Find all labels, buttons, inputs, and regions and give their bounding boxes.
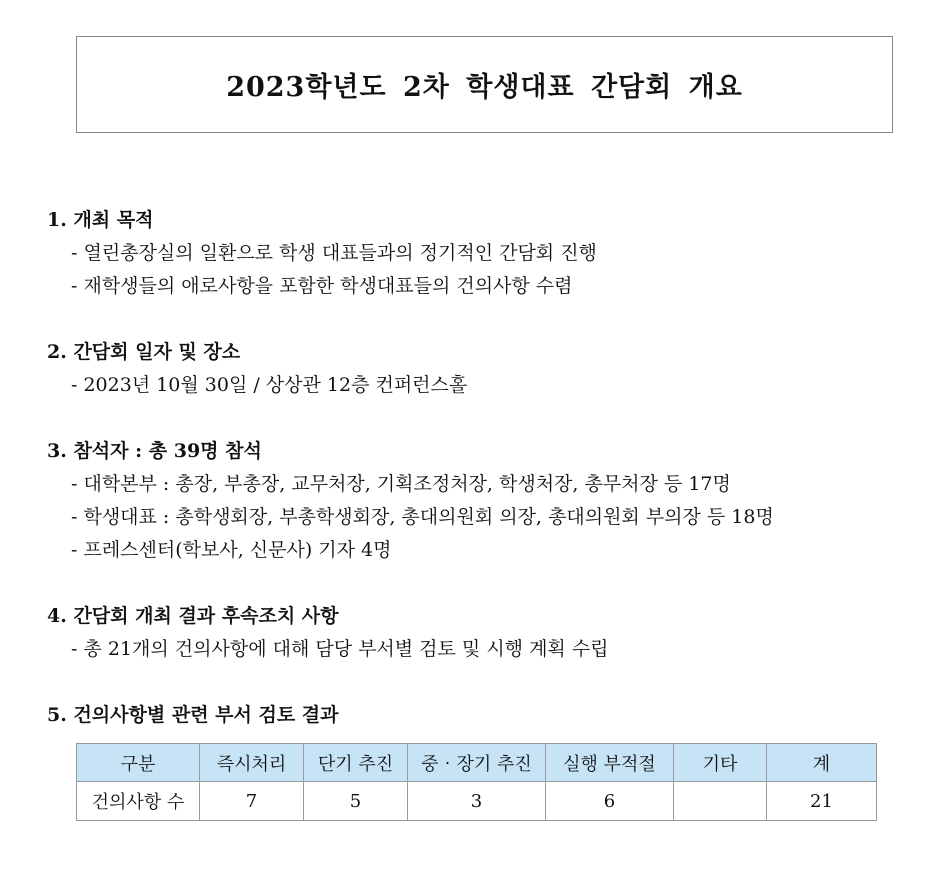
section-review-results [47,699,339,732]
table-cell: 5 [304,782,408,821]
table-header-cell: 계 [767,744,877,782]
table-header-cell: 중‧장기 추진 [408,744,546,782]
section-item: - 학생대표 : 총학생회장, 부총학생회장, 총대의원회 의장, 총대의원회 부의장 등 18명 [71,506,774,528]
section-item: - 2023년 10월 30일 / 상상관 12층 컨퍼런스홀 [71,374,468,396]
section-item: - 재학생들의 애로사항을 포함한 학생대표들의 건의사항 수렴 [71,275,573,297]
table-header-row [77,744,877,782]
section-heading: 2. 간담회 일자 및 장소 [47,341,241,363]
review-table [76,743,877,821]
table-cell: 6 [546,782,674,821]
section-item: - 총 21개의 건의사항에 대해 담당 부서별 검토 및 시행 계획 수립 [71,638,609,660]
section-date-place [47,336,467,402]
section-heading: 3. 참석자 : 총 39명 참석 [47,440,262,462]
document-title: 2023학년도 2차 학생대표 간담회 개요 [226,72,743,103]
table-cell: 건의사항 수 [77,782,200,821]
table-header-cell: 구분 [77,744,200,782]
table-cell [674,782,767,821]
section-item: - 프레스센터(학보사, 신문사) 기자 4명 [71,539,392,561]
section-heading: 4. 간담회 개최 결과 후속조치 사항 [47,605,339,627]
title-box [76,36,893,133]
section-attendees [47,435,774,567]
table-header-cell: 실행 부적절 [546,744,674,782]
table-header-cell: 즉시처리 [200,744,304,782]
section-purpose [47,204,597,303]
table-cell: 3 [408,782,546,821]
section-follow-up [47,600,609,666]
table-cell: 7 [200,782,304,821]
section-heading: 1. 개최 목적 [47,209,154,231]
table-header-cell: 단기 추진 [304,744,408,782]
table-cell: 21 [767,782,877,821]
section-item: - 대학본부 : 총장, 부총장, 교무처장, 기획조정처장, 학생처장, 총무처장 등 17명 [71,473,731,495]
table-row [77,782,877,821]
table-header-cell: 기타 [674,744,767,782]
section-heading: 5. 건의사항별 관련 부서 검토 결과 [47,704,339,726]
section-item: - 열린총장실의 일환으로 학생 대표들과의 정기적인 간담회 진행 [71,242,597,264]
